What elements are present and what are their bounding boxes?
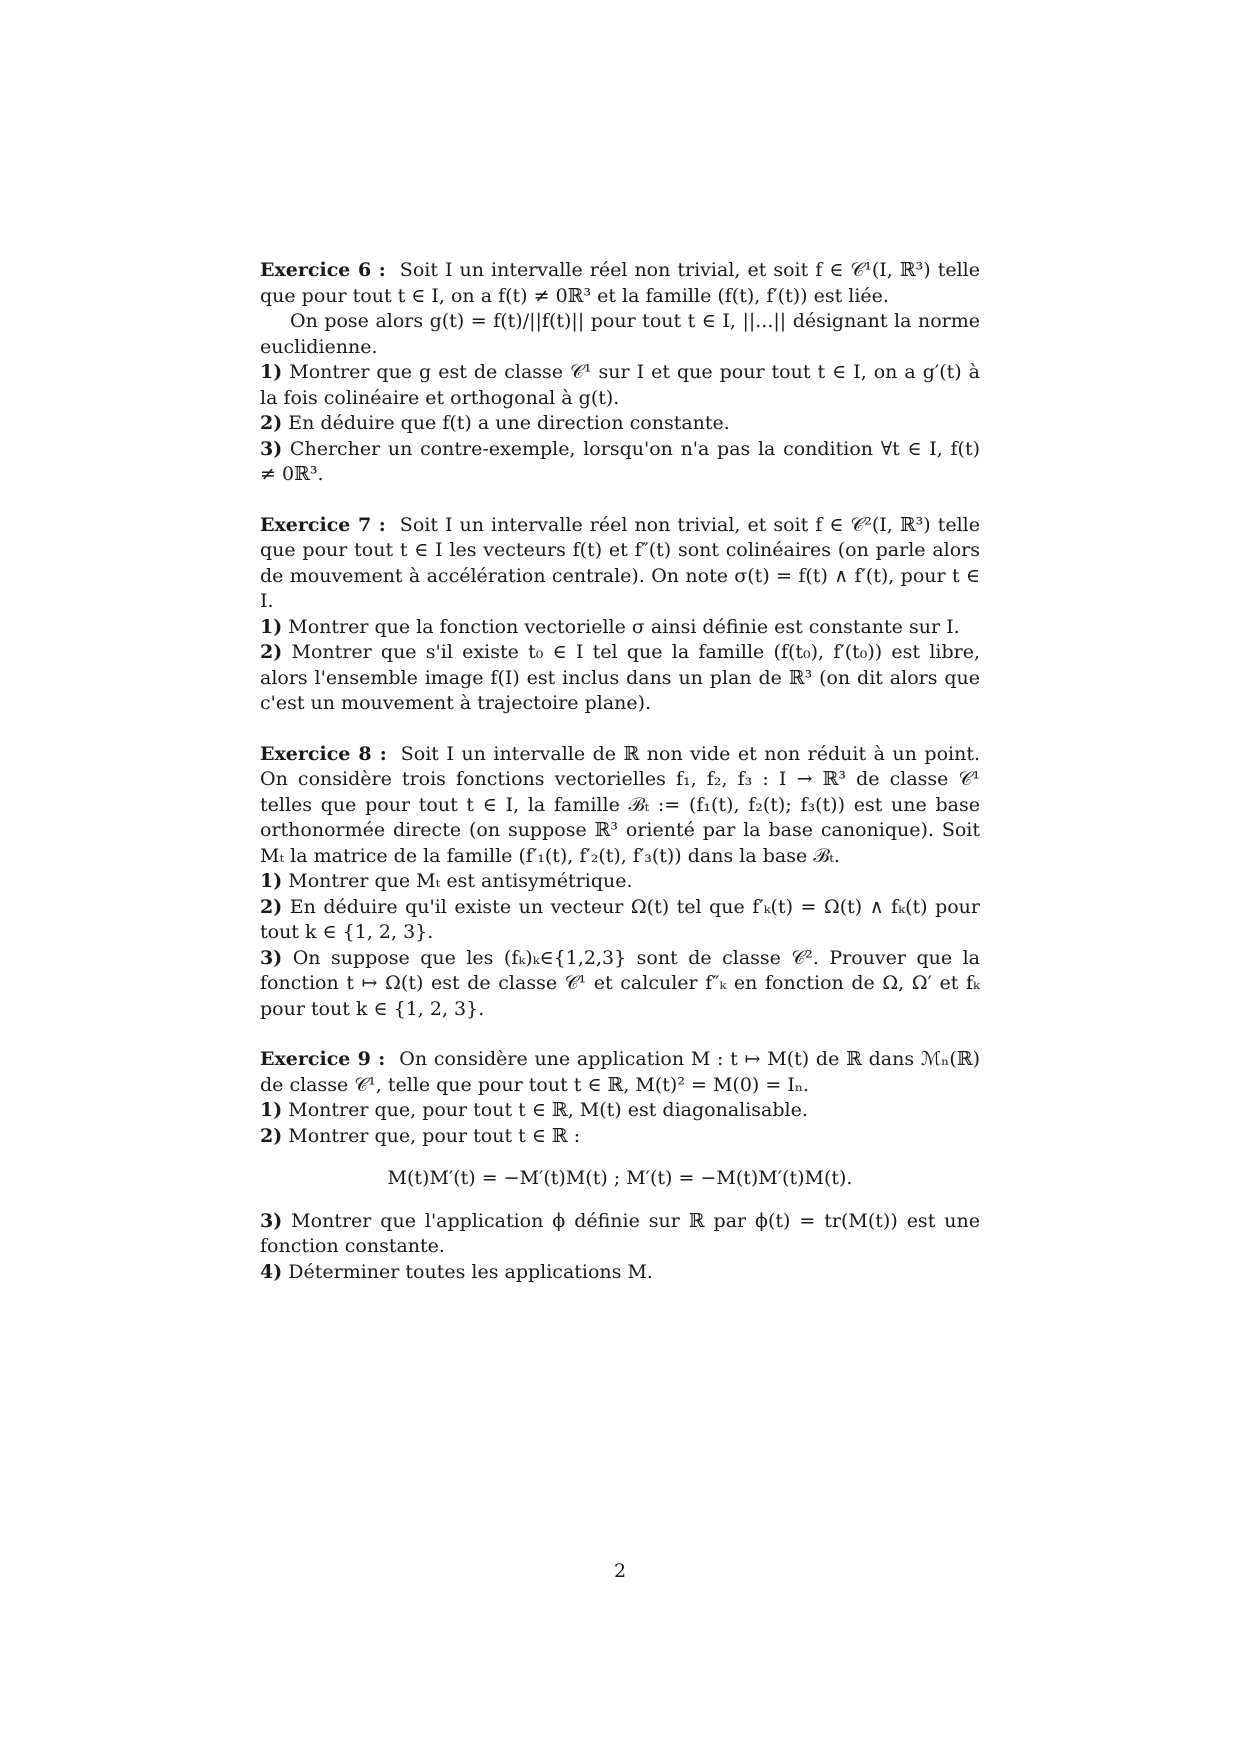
- question-number: 2): [260, 641, 283, 663]
- exercise-7: [260, 513, 980, 717]
- exercise-statement: On considère une application M : t ↦ M(t) de ℝ dans ℳₙ(ℝ) de classe 𝒞¹, telle que pour tout t ∈ ℝ, M(t)² = M(0) = Iₙ.: [260, 1048, 980, 1096]
- question-text: Déterminer toutes les applications M.: [288, 1260, 653, 1283]
- question-number: 3): [260, 437, 283, 460]
- question-2: [260, 895, 980, 946]
- question-number: 1): [260, 361, 283, 383]
- question-text: Montrer que, pour tout t ∈ ℝ, M(t) est diagonalisable.: [288, 1099, 808, 1121]
- question-2: [260, 411, 980, 437]
- question-2: [260, 640, 980, 717]
- document-body: [260, 258, 980, 1310]
- exercise-heading: Exercice 7 :: [260, 513, 386, 536]
- question-text: On suppose que les (fₖ)ₖ∈{1,2,3} sont de classe 𝒞². Prouver que la fonction t ↦ Ω(t) est de classe 𝒞¹ et calculer f″ₖ en fonction de Ω, Ω′ et fₖ pour tout k ∈ {1, 2, 3}.: [260, 946, 980, 1020]
- question-1: [260, 615, 980, 641]
- exercise-heading: Exercice 8 :: [260, 742, 387, 765]
- question-text: Montrer que la fonction vectorielle σ ainsi définie est constante sur I.: [288, 615, 960, 638]
- exercise-statement: Soit I un intervalle réel non trivial, et soit f ∈ 𝒞²(I, ℝ³) telle que pour tout t ∈ I les vecteurs f(t) et f″(t) sont colinéaires (on parle alors de mouvement à accélération centrale). On note σ(t) = f(t) ∧ f′(t), pour t ∈ I.: [260, 513, 980, 612]
- exercise-intro: [260, 742, 980, 870]
- question-text: Montrer que s'il existe t₀ ∈ I tel que la famille (f(t₀), f′(t₀)) est libre, alors l'ensemble image f(I) est inclus dans un plan de ℝ³ (on dit alors que c'est un mouvement à trajectoire plane).: [260, 641, 980, 714]
- question-number: 3): [260, 1209, 283, 1232]
- question-number: 2): [260, 1124, 283, 1147]
- question-1: [260, 1098, 980, 1124]
- exercise-9: [260, 1047, 980, 1285]
- question-number: 1): [260, 615, 283, 638]
- question-3: [260, 1209, 980, 1260]
- exercise-6: [260, 258, 980, 488]
- question-3: [260, 946, 980, 1023]
- page-number: 2: [613, 1560, 627, 1582]
- question-number: 1): [260, 870, 283, 892]
- question-number: 4): [260, 1260, 283, 1283]
- exercise-intro: [260, 513, 980, 615]
- exercise-intro: [260, 1047, 980, 1098]
- question-1: [260, 869, 980, 895]
- exercise-note: On pose alors g(t) = f(t)/||f(t)|| pour tout t ∈ I, ||...|| désignant la norme euclidienne.: [260, 310, 980, 358]
- question-text: Montrer que g est de classe 𝒞¹ sur I et que pour tout t ∈ I, on a g′(t) à la fois colinéaire et orthogonal à g(t).: [260, 361, 980, 409]
- question-1: [260, 360, 980, 411]
- exercise-heading: Exercice 9 :: [260, 1048, 386, 1070]
- question-2: [260, 1124, 980, 1150]
- question-number: 2): [260, 895, 283, 918]
- question-number: 2): [260, 412, 283, 434]
- question-text: Montrer que l'application ϕ définie sur ℝ par ϕ(t) = tr(M(t)) est une fonction constante.: [260, 1209, 980, 1257]
- exercise-intro: [260, 258, 980, 309]
- question-text: En déduire que f(t) a une direction constante.: [288, 412, 730, 434]
- question-text: Montrer que Mₜ est antisymétrique.: [288, 870, 633, 892]
- question-text: Montrer que, pour tout t ∈ ℝ :: [288, 1124, 581, 1147]
- exercise-8: [260, 742, 980, 1023]
- exercise-heading: Exercice 6 :: [260, 259, 386, 281]
- question-text: Chercher un contre-exemple, lorsqu'on n'a pas la condition ∀t ∈ I, f(t) ≠ 0ℝ³.: [260, 437, 980, 485]
- question-number: 3): [260, 946, 283, 969]
- exercise-statement: Soit I un intervalle de ℝ non vide et non réduit à un point. On considère trois fonctions vectorielles f₁, f₂, f₃ : I → ℝ³ de classe 𝒞¹ telles que pour tout t ∈ I, la famille ℬₜ := (f₁(t), f₂(t); f₃(t)) est une base orthonormée directe (on suppose ℝ³ orienté par la base canonique). Soit Mₜ la matrice de la famille (f′₁(t), f′₂(t), f′₃(t)) dans la base ℬₜ.: [260, 742, 980, 867]
- display-equation: M(t)M′(t) = −M′(t)M(t) ; M′(t) = −M(t)M′(t)M(t).: [387, 1167, 853, 1189]
- question-4: [260, 1260, 980, 1286]
- question-text: En déduire qu'il existe un vecteur Ω(t) tel que f′ₖ(t) = Ω(t) ∧ fₖ(t) pour tout k ∈ {1, 2, 3}.: [260, 895, 980, 943]
- question-number: 1): [260, 1099, 283, 1121]
- question-3: [260, 437, 980, 488]
- exercise-statement: Soit I un intervalle réel non trivial, et soit f ∈ 𝒞¹(I, ℝ³) telle que pour tout t ∈ I, on a f(t) ≠ 0ℝ³ et la famille (f(t), f′(t)) est liée.: [260, 259, 980, 307]
